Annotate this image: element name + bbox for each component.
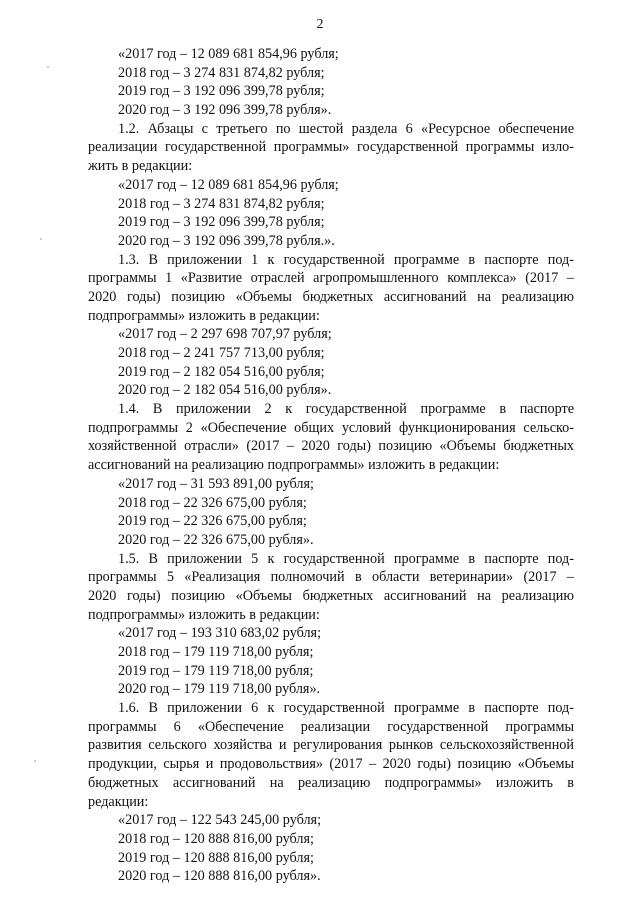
budget-line: 2019 год – 3 192 096 399,78 рубля;	[118, 214, 325, 231]
budget-line: 2020 год – 120 888 816,00 рубля».	[118, 868, 321, 885]
budget-line: 2019 год – 22 326 675,00 рубля;	[118, 513, 307, 530]
budget-line: 2018 год – 120 888 816,00 рубля;	[118, 830, 314, 847]
budget-line: 2019 год – 179 119 718,00 рубля;	[118, 662, 314, 679]
budget-line: 2020 год – 3 192 096 399,78 рубля.».	[118, 232, 335, 249]
paragraph-line: развития сельского хозяйства и регулирования рынков сельскохозяйственной	[88, 737, 574, 754]
budget-line: 2020 год – 3 192 096 399,78 рубля».	[118, 102, 332, 119]
budget-line: 2019 год – 3 192 096 399,78 рубля;	[118, 83, 325, 100]
budget-line: 2020 год – 179 119 718,00 рубля».	[118, 681, 321, 698]
budget-line: «2017 год – 122 543 245,00 рубля;	[118, 812, 322, 829]
budget-line: 2018 год – 3 274 831 874,82 рубля;	[118, 195, 325, 212]
paragraph-line: программы 6 «Обеспечение реализации государственной программы	[88, 718, 574, 735]
paragraph-line: 2020 годы) позицию «Объемы бюджетных ассигнований на реализацию	[88, 587, 574, 604]
paragraph-line: 1.2. Абзацы с третьего по шестой раздела 6 «Ресурсное обеспечение	[118, 120, 574, 137]
paragraph-line: бюджетных ассигнований на реализацию подпрограммы» изложить в	[88, 774, 574, 791]
budget-line: «2017 год – 12 089 681 854,96 рубля;	[118, 46, 339, 62]
budget-line: «2017 год – 193 310 683,02 рубля;	[118, 625, 322, 642]
paragraph-line: программы 5 «Реализация полномочий в области ветеринарии» (2017 –	[88, 569, 574, 586]
budget-line: 2019 год – 2 182 054 516,00 рубля;	[118, 363, 325, 380]
paragraph-line: хозяйственной отрасли» (2017 – 2020 годы) позицию «Объемы бюджетных	[88, 438, 574, 455]
document-body	[88, 45, 574, 886]
paragraph-line: подпрограммы» изложить в редакции:	[88, 606, 320, 623]
paragraph-line: реализации государственной программы» государственной программы изло-	[88, 139, 574, 156]
budget-line: «2017 год – 31 593 891,00 рубля;	[118, 475, 314, 492]
paragraph-line: 1.6. В приложении 6 к государственной программе в паспорте под-	[118, 700, 574, 717]
budget-line: «2017 год – 12 089 681 854,96 рубля;	[118, 176, 339, 193]
budget-line: 2018 год – 22 326 675,00 рубля;	[118, 494, 307, 511]
paragraph-line: 1.4. В приложении 2 к государственной программе в паспорте	[118, 401, 574, 418]
page-number: 2	[316, 17, 324, 32]
paragraph-line: жить в редакции:	[88, 158, 193, 175]
paragraph-line: 2020 годы) позицию «Объемы бюджетных ассигнований на реализацию	[88, 288, 574, 305]
budget-line: 2020 год – 22 326 675,00 рубля».	[118, 531, 314, 548]
paragraph-line: ассигнований на реализацию подпрограммы» изложить в редакции:	[88, 457, 500, 474]
paragraph-line: 1.5. В приложении 5 к государственной программе в паспорте под-	[118, 550, 574, 567]
paragraph-line: редакции:	[88, 793, 149, 810]
scan-speck	[34, 760, 36, 762]
budget-line: 2020 год – 2 182 054 516,00 рубля».	[118, 382, 332, 399]
paragraph-line: подпрограммы» изложить в редакции:	[88, 307, 320, 324]
budget-line: 2018 год – 2 241 757 713,00 рубля;	[118, 345, 325, 361]
paragraph-line: продукции, сырья и продовольствия» (2017 – 2020 годы) позицию «Объемы	[88, 756, 574, 773]
budget-line: 2018 год – 3 274 831 874,82 рубля;	[118, 64, 325, 81]
paragraph-line: программы 1 «Развитие отраслей агропромышленного комплекса» (2017 –	[88, 270, 574, 287]
budget-line: 2019 год – 120 888 816,00 рубля;	[118, 849, 314, 866]
paragraph-line: 1.3. В приложении 1 к государственной программе в паспорте под-	[118, 251, 574, 268]
budget-line: 2018 год – 179 119 718,00 рубля;	[118, 644, 314, 660]
paragraph-line: подпрограммы 2 «Обеспечение общих условий функционирования сельско-	[88, 419, 574, 436]
scan-speck	[47, 66, 49, 68]
budget-line: «2017 год – 2 297 698 707,97 рубля;	[118, 326, 332, 343]
scan-speck	[40, 238, 42, 240]
